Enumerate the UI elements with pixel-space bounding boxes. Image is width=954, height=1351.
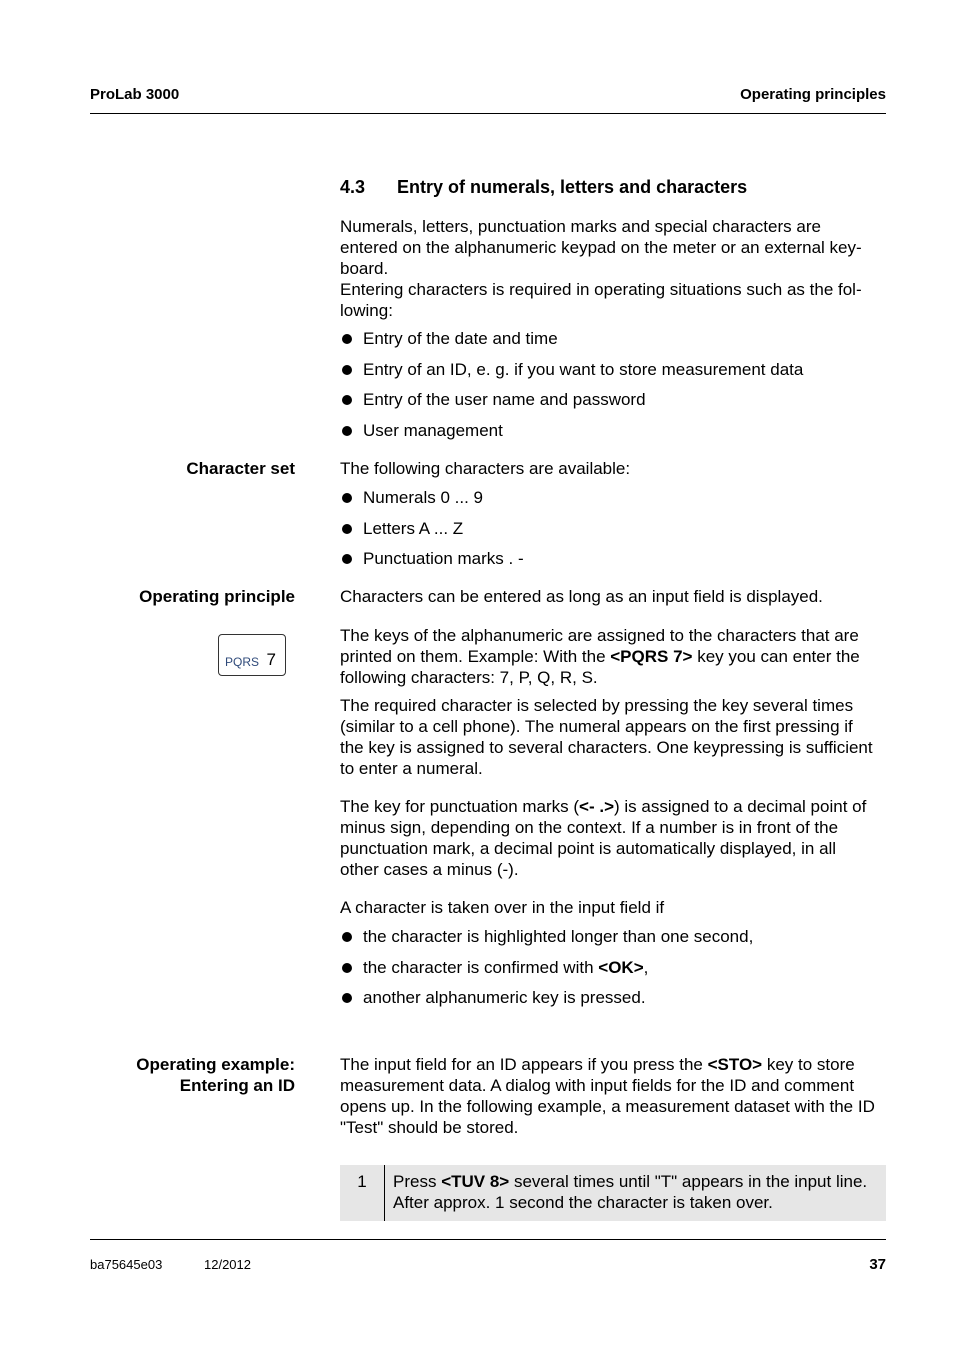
list-item: Entry of the date and time — [340, 328, 886, 349]
pqrs-7-key-icon — [218, 634, 286, 676]
list-item: the character is highlighted longer than one second, — [340, 926, 886, 947]
text-line: The keys of the alphanumeric are assigned to the characters that are — [340, 626, 859, 645]
text-line: The required character is selected by pressing the key several times — [340, 696, 854, 715]
selection-paragraph — [340, 695, 886, 779]
text-line: the key is assigned to several characters. One keypressing is sufficient — [340, 738, 873, 757]
key-reference: <PQRS 7> — [610, 647, 693, 666]
text-run: the character is confirmed with — [363, 957, 599, 977]
text-line: After approx. 1 second the character is taken over. — [393, 1193, 773, 1212]
header-product: ProLab 3000 — [90, 86, 180, 103]
text-line: "Test" should be stored. — [340, 1118, 519, 1137]
text-line: lowing: — [340, 301, 393, 320]
list-item: Entry of an ID, e. g. if you want to store measurement data — [340, 359, 886, 380]
text-line: Entering an ID — [179, 1076, 295, 1095]
text-line: minus sign, depending on the context. If a number is in front of the — [340, 818, 839, 837]
text-run: printed on them. Example: With the — [340, 647, 611, 666]
keys-paragraph — [340, 625, 886, 688]
key-number: 7 — [266, 650, 276, 669]
operating-principle-label: Operating principle — [139, 587, 295, 606]
takeover-list — [340, 926, 886, 1008]
step-number: 1 — [357, 1172, 367, 1191]
footer-doc-id: ba75645e03 — [90, 1257, 163, 1272]
section-heading — [340, 177, 748, 198]
list-item: Entry of the user name and password — [340, 389, 886, 410]
text-run: Press — [393, 1172, 442, 1191]
footer-rule — [90, 1239, 886, 1240]
intro-bullet-list — [340, 328, 886, 441]
list-item: Punctuation marks . - — [340, 548, 886, 569]
text-line: Numerals, letters, punctuation marks and special characters are — [340, 217, 821, 236]
text-line: punctuation mark, a decimal point is automatically displayed, in all — [340, 839, 837, 858]
key-reference: <OK> — [598, 957, 644, 977]
text-line — [340, 796, 886, 817]
text-line: measurement data. A dialog with input fields for the ID and comment — [340, 1076, 855, 1095]
page-number: 37 — [869, 1256, 886, 1273]
step-row — [340, 1165, 886, 1221]
character-set-list — [340, 487, 886, 569]
text-line: Entering characters is required in operating situations such as the fol- — [340, 280, 862, 299]
section-number: 4.3 — [340, 177, 366, 197]
text-line: Operating example: — [136, 1055, 295, 1074]
key-reference: <TUV 8> — [441, 1172, 510, 1191]
key-letters: PQRS — [225, 655, 260, 669]
text-line: following characters: 7, P, Q, R, S. — [340, 668, 598, 687]
text-line — [340, 646, 886, 667]
text-run: key to store — [762, 1055, 855, 1074]
step-divider — [384, 1165, 385, 1221]
list-item: Numerals 0 ... 9 — [340, 487, 886, 508]
text-line: entered on the alphanumeric keypad on the meter or an external key- — [340, 238, 862, 257]
list-item — [340, 957, 886, 978]
key-reference: <- .> — [579, 797, 615, 816]
example-paragraph — [340, 1054, 886, 1138]
punctuation-paragraph — [340, 796, 886, 880]
footer-date: 12/2012 — [204, 1257, 251, 1272]
character-set-label: Character set — [186, 459, 295, 478]
list-item: User management — [340, 420, 886, 441]
text-line: opens up. In the following example, a measurement dataset with the ID — [340, 1097, 875, 1116]
intro-paragraph — [340, 216, 886, 321]
key-reference: <STO> — [707, 1055, 763, 1074]
operating-example-label — [136, 1054, 295, 1096]
text-run: The input field for an ID appears if you press the — [340, 1055, 708, 1074]
text-line: board. — [340, 259, 389, 278]
section-title: Entry of numerals, letters and characters — [397, 177, 748, 197]
takeover-intro: A character is taken over in the input field if — [340, 898, 665, 917]
text-run: , — [643, 957, 649, 977]
operating-principle-text: Characters can be entered as long as an input field is displayed. — [340, 587, 823, 606]
header-chapter: Operating principles — [740, 86, 886, 103]
text-run: key you can enter the — [692, 647, 860, 666]
step-text — [393, 1171, 883, 1213]
text-line — [340, 1054, 886, 1075]
text-run: The key for punctuation marks ( — [340, 797, 580, 816]
text-line — [393, 1171, 883, 1192]
header-rule — [90, 113, 886, 114]
text-run: several times until "T" appears in the input line. — [509, 1172, 868, 1191]
text-line: to enter a numeral. — [340, 759, 483, 778]
text-run: ) is assigned to a decimal point of — [614, 797, 867, 816]
text-line: (similar to a cell phone). The numeral appears on the first pressing if — [340, 717, 853, 736]
character-set-text: The following characters are available: — [340, 459, 631, 478]
list-item: another alphanumeric key is pressed. — [340, 987, 886, 1008]
list-item: Letters A ... Z — [340, 518, 886, 539]
text-line: other cases a minus (-). — [340, 860, 519, 879]
